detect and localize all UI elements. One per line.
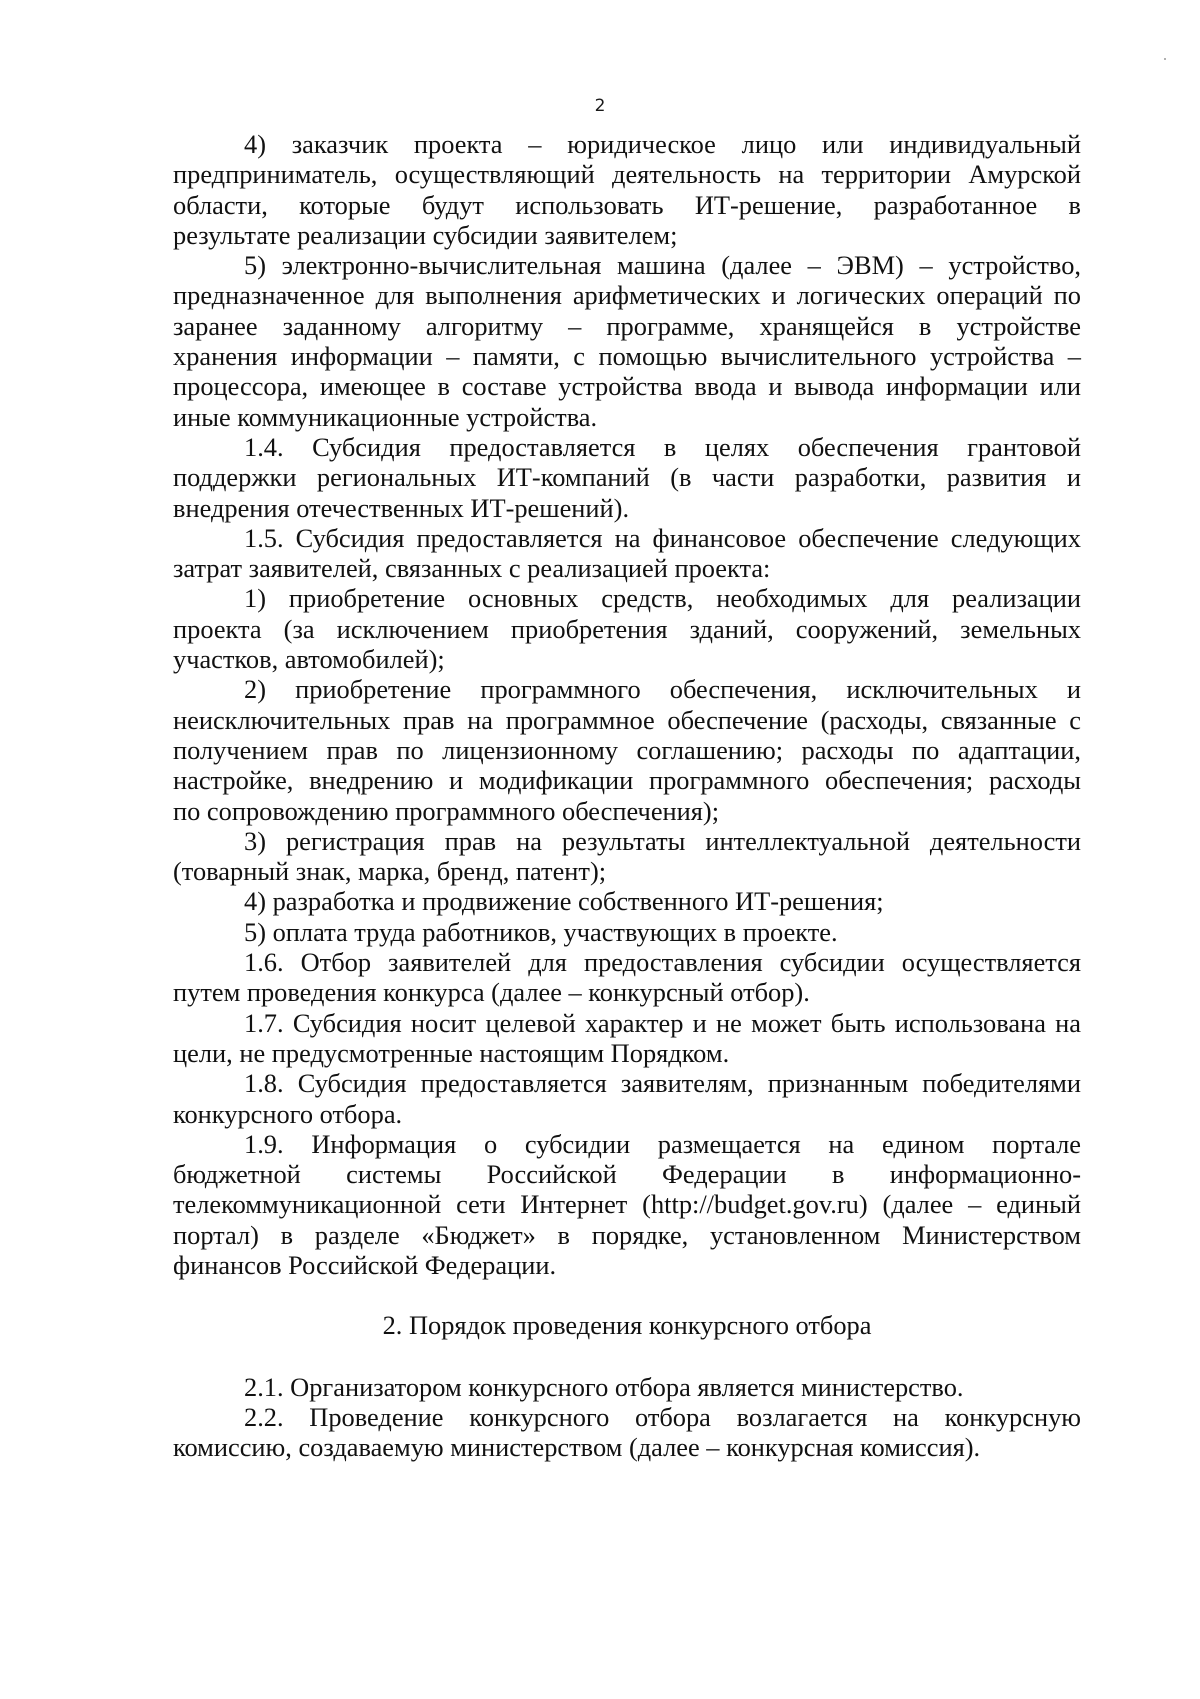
paragraph [173,1402,1081,1463]
document-body [173,129,1081,1462]
text-line: внедрения отечественных ИТ-решений). [173,492,630,523]
text-line: процессора, имеющее в составе устройства ввода и вывода информации или [173,371,1081,402]
text-line: настройке, внедрению и модификации программного обеспечения; расходы [173,765,1081,796]
text-line: цели, не предусмотренные настоящим Порядком. [173,1037,730,1068]
text-line: 3) регистрация прав на результаты интеллектуальной деятельности [244,825,1081,856]
text-line: результате реализации субсидии заявителем; [173,219,678,250]
page-number: 2 [594,96,606,116]
text-line: проекта (за исключением приобретения зданий, сооружений, земельных [173,613,1081,644]
text-line: бюджетной системы Российской Федерации в информационно- [173,1159,1081,1190]
text-line: заранее заданному алгоритму – программе, хранящейся в устройстве [173,310,1081,341]
paragraph [173,674,1081,825]
text-line: 4) разработка и продвижение собственного ИТ-решения; [244,886,884,917]
paragraph [173,1129,1081,1280]
paragraph [173,523,1081,584]
paragraph [173,1008,1081,1069]
text-line: 5) оплата труда работников, участвующих в проекте. [244,916,838,947]
text-line: 1.6. Отбор заявителей для предоставления субсидии осуществляется [244,947,1081,978]
text-line: по сопровождению программного обеспечения); [173,795,720,826]
text-line: предприниматель, осуществляющий деятельность на территории Амурской [173,159,1081,190]
text-line: иные коммуникационные устройства. [173,401,598,432]
text-line: 2.1. Организатором конкурсного отбора является министерство. [244,1371,964,1402]
text-line: области, которые будут использовать ИТ-решение, разработанное в [173,189,1081,220]
text-line: 1.8. Субсидия предоставляется заявителям, признанным победителями [244,1068,1081,1099]
text-line: 2) приобретение программного обеспечения, исключительных и [244,674,1081,705]
section-2-body [173,1372,1081,1463]
text-line: портал) в разделе «Бюджет» в порядке, установленном Министерством [173,1219,1081,1250]
text-line: поддержки региональных ИТ-компаний (в части разработки, развития и [173,462,1081,493]
text-line: (товарный знак, марка, бренд, патент); [173,856,607,887]
text-line: финансов Российской Федерации. [173,1249,557,1280]
paragraph [173,250,1081,432]
text-line: телекоммуникационной сети Интернет (http://budget.gov.ru) (далее – единый [173,1189,1081,1220]
paragraph [173,826,1081,887]
text-line: 1.4. Субсидия предоставляется в целях обеспечения грантовой [244,431,1081,462]
section-1-continuation [173,129,1081,1280]
paragraph [173,1068,1081,1129]
text-line: получением прав по лицензионному соглашению; расходы по адаптации, [173,734,1081,765]
text-line: комиссию, создаваемую министерством (далее – конкурсная комиссия). [173,1432,981,1463]
text-line: затрат заявителей, связанных с реализацией проекта: [173,553,771,584]
text-line: путем проведения конкурса (далее – конкурсный отбор). [173,977,810,1008]
text-line: 1) приобретение основных средств, необходимых для реализации [244,583,1081,614]
text-line: 1.7. Субсидия носит целевой характер и не может быть использована на [244,1007,1081,1038]
text-line: неисключительных прав на программное обеспечение (расходы, связанные с [173,704,1081,735]
text-line: участков, автомобилей); [173,644,445,675]
paragraph [173,432,1081,523]
section-heading: 2. Порядок проведения конкурсного отбора [382,1310,872,1341]
text-line: конкурсного отбора. [173,1098,403,1129]
text-line: предназначенное для выполнения арифметических и логических операций по [173,280,1081,311]
scan-speck [1164,58,1166,60]
text-line: 2.2. Проведение конкурсного отбора возлагается на конкурсную [244,1401,1081,1432]
paragraph [173,947,1081,1008]
paragraph [173,886,1081,916]
text-line: 4) заказчик проекта – юридическое лицо или индивидуальный [244,129,1081,159]
paragraph [173,129,1081,250]
text-line: хранения информации – памяти, с помощью вычислительного устройства – [173,341,1081,372]
text-line: 1.9. Информация о субсидии размещается на едином портале [244,1128,1081,1159]
text-line: 5) электронно-вычислительная машина (далее – ЭВМ) – устройство, [244,250,1081,281]
text-line: 1.5. Субсидия предоставляется на финансовое обеспечение следующих [244,522,1081,553]
paragraph [173,1372,1081,1402]
paragraph [173,583,1081,674]
paragraph [173,917,1081,947]
